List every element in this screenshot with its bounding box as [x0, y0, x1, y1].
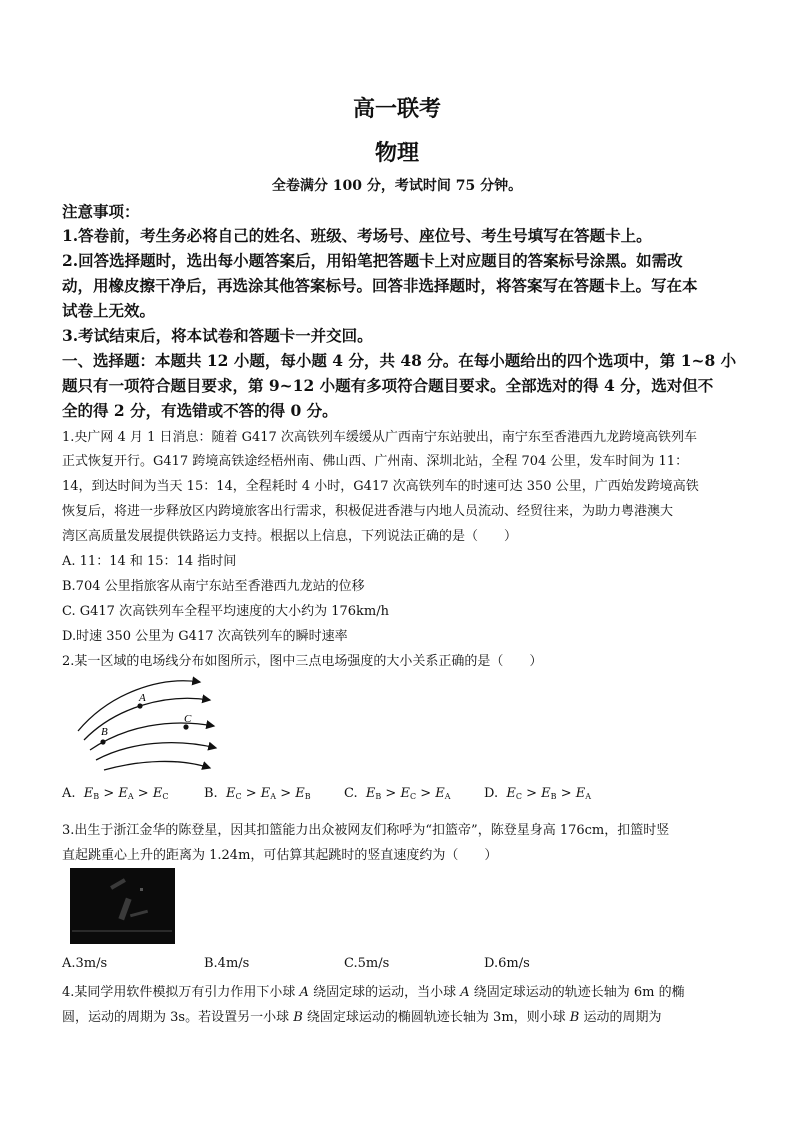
point-c-label: C: [184, 713, 192, 725]
q3-option-a: A.3m/s: [62, 956, 108, 971]
section-line-3: 全的得 2 分，有选错或不答的得 0 分。: [62, 401, 338, 420]
q3-line-2: 直起跳重心上升的距离为 1.24m，可估算其起跳时的竖直速度约为（ ）: [62, 848, 498, 863]
notice-line-2: 2.回答选择题时，选出每小题答案后，用铅笔把答题卡上对应题目的答案标号涂黑。如需改: [62, 251, 683, 270]
field-line-5: [104, 761, 210, 770]
q2-option-b: B. $E_C > E_A > E_B$: [204, 786, 311, 801]
q1-line-1: 1.央广网 4 月 1 日消息：随着 G417 次高铁列车缓缓从广西南宁东站驶出，南宁东至香港西九龙跨境高铁列车: [62, 430, 697, 445]
q1-option-b: B.704 公里指旅客从南宁东站至香港西九龙站的位移: [62, 579, 365, 594]
notice-heading: 注意事项：: [62, 202, 140, 221]
point-a-dot: [137, 703, 142, 708]
notice-line-5: 3.考试结束后，将本试卷和答题卡一并交回。: [62, 326, 373, 345]
notice-line-1: 1.答卷前，考生务必将自己的姓名、班级、考场号、座位号、考生号填写在答题卡上。: [62, 226, 652, 245]
exam-info: 全卷满分 100 分，考试时间 75 分钟。: [271, 178, 523, 194]
electric-field-figure: [70, 668, 220, 776]
q3-option-d: D.6m/s: [484, 956, 530, 971]
q4-line-2: 圆，运动的周期为 3s。若设置另一小球 B 绕固定球运动的椭圆轨迹长轴为 3m，则小球 B 运动的周期为: [62, 1010, 662, 1025]
point-c-dot: [183, 724, 188, 729]
subject-title: 物理: [374, 140, 419, 166]
q2-option-d: D. $E_C > E_B > E_A$: [484, 786, 592, 801]
q3-option-b: B.4m/s: [204, 956, 250, 971]
exam-title: 高一联考: [352, 96, 441, 122]
q1-line-5: 湾区高质量发展提供铁路运力支持。根据以上信息，下列说法正确的是（ ）: [62, 529, 518, 544]
q2-option-c: C. $E_B > E_C > E_A$: [344, 786, 451, 801]
q1-option-d: D.时速 350 公里为 G417 次高铁列车的瞬时速率: [62, 629, 348, 644]
q4-line-1: 4.某同学用软件模拟万有引力作用下小球 A 绕固定球的运动，当小球 A 绕固定球运动的轨迹长轴为 6m 的椭: [62, 985, 685, 1000]
q3-line-1: 3.出生于浙江金华的陈登星，因其扣篮能力出众被网友们称呼为“扣篮帝”，陈登星身高 176cm，扣篮时竖: [62, 823, 670, 838]
notice-line-4: 试卷上无效。: [62, 301, 156, 320]
dunk-photo: [70, 868, 175, 944]
point-a-label: A: [139, 692, 146, 704]
q2-option-a: A. $E_B > E_A > E_C$: [62, 786, 169, 801]
point-b-dot: [100, 739, 105, 744]
q2-stem: 2.某一区域的电场线分布如图所示，图中三点电场强度的大小关系正确的是（ ）: [62, 654, 543, 669]
notice-line-3: 动，用橡皮擦干净后，再选涂其他答案标号。回答非选择题时，将答案写在答题卡上。写在本: [62, 276, 698, 295]
field-line-4: [96, 743, 216, 760]
field-line-3: [90, 723, 214, 750]
q1-line-3: 14，到达时间为当天 15：14，全程耗时 4 小时，G417 次高铁列车的时速可达 350 公里，广西始发跨境高铁: [62, 479, 699, 494]
q3-option-c: C.5m/s: [344, 956, 390, 971]
q1-option-c: C. G417 次高铁列车全程平均速度的大小约为 176km/h: [62, 604, 389, 619]
q1-line-2: 正式恢复开行。G417 跨境高铁途经梧州南、佛山西、广州南、深圳北站，全程 704 公里，发车时间为 11：: [62, 454, 689, 469]
q1-option-a: A. 11：14 和 15：14 指时间: [62, 554, 237, 569]
section-line-1: 一、选择题：本题共 12 小题，每小题 4 分，共 48 分。在每小题给出的四个选项中，第 1~8 小: [62, 351, 737, 370]
point-b-label: B: [101, 726, 108, 738]
section-line-2: 题只有一项符合题目要求，第 9~12 小题有多项符合题目要求。全部选对的得 4 分，选对但不: [62, 376, 714, 395]
q1-line-4: 恢复后，将进一步释放区内跨境旅客出行需求，积极促进香港与内地人员流动、经贸往来，为助力粤港澳大: [62, 504, 674, 519]
